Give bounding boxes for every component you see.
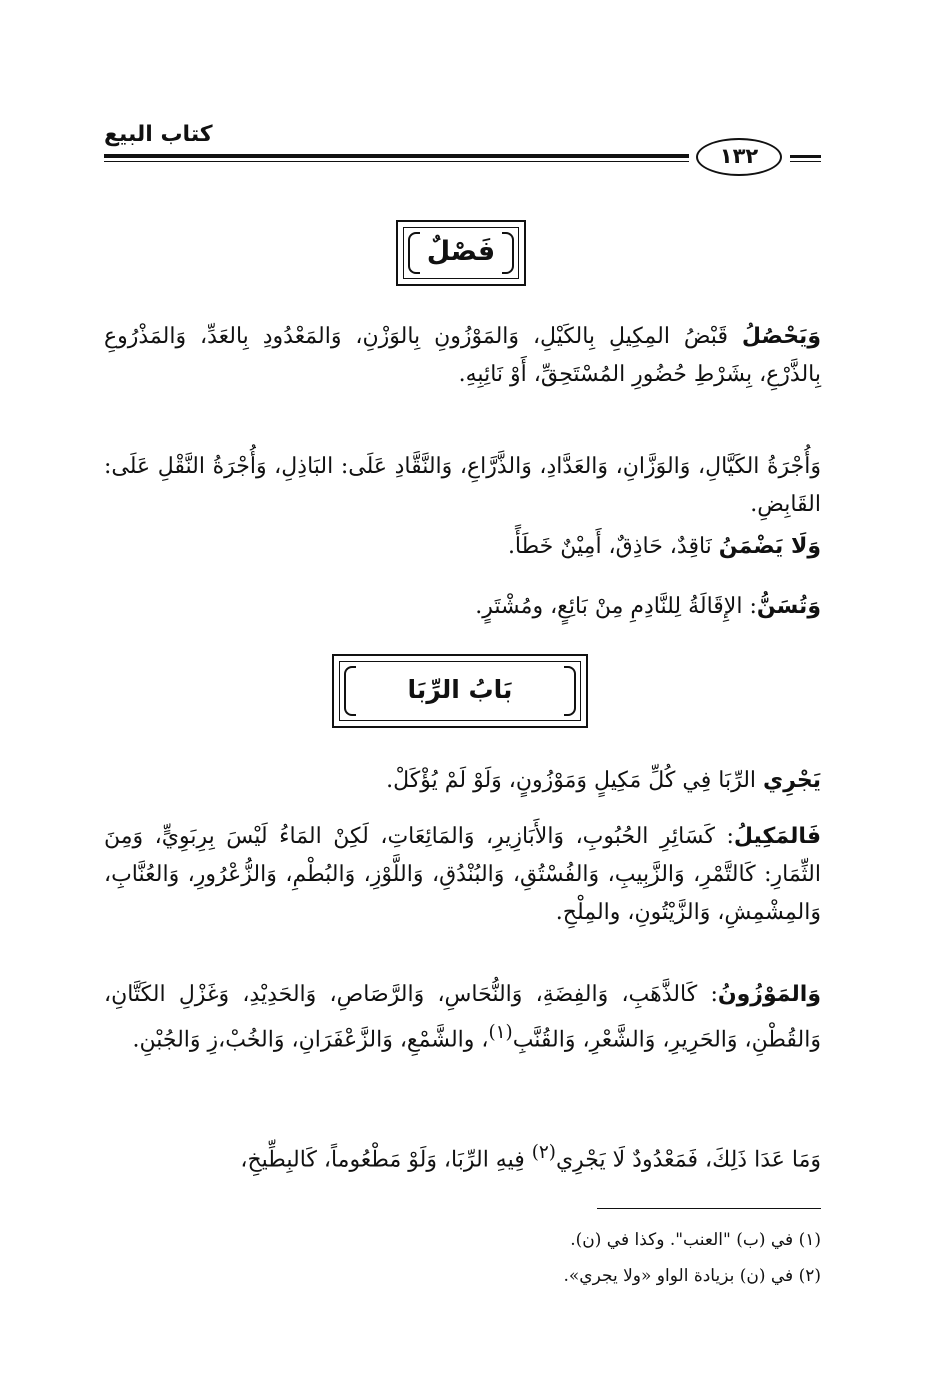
- book-title: كتاب البيع: [104, 122, 213, 147]
- lead-word: وَتُسَنُّ: [756, 594, 821, 619]
- lead-word: وَالمَوْزُونُ: [717, 982, 821, 1007]
- paragraph-text: نَاقِدٌ، حَاذِقٌ، أَمِيْنٌ خَطَأً.: [507, 534, 719, 559]
- lead-word: يَجْرِي: [763, 768, 821, 793]
- bab-heading: بَابُ الرِّبَا: [407, 675, 513, 704]
- paragraph-iqala: [104, 588, 821, 626]
- footnote-ref[interactable]: (١): [488, 1022, 513, 1043]
- paragraph-ujra: [104, 448, 821, 524]
- paragraph-text: الرِّبَا فِي كُلِّ مَكِيلٍ وَمَوْزُونٍ، وَلَوْ لَمْ يُؤْكَلْ.: [386, 768, 764, 793]
- header-dash: [790, 155, 821, 158]
- fasl-heading: فَصْلٌ: [426, 236, 496, 267]
- paragraph-text: فِيهِ الرِّبَا، وَلَوْ مَطْعُوماً، كَالبِطِّيخِ،: [240, 1147, 532, 1173]
- paragraph-makil: [104, 818, 821, 932]
- paragraph-text: قَبْضُ المِكِيلِ بِالكَيْلِ، وَالمَوْزُونِ بِالوَزْنِ، وَالمَعْدُودِ بِالعَدِّ، وَالمَذْرُوعِ بِالذَّرْعِ، بِشَرْطِ حُضُورِ المُسْتَحِقِّ، أَوْ نَائِبِهِ.: [104, 324, 821, 387]
- fasl-heading-frame: [396, 220, 526, 286]
- paragraph-daman: [104, 528, 821, 566]
- paragraph-mawzun: [104, 976, 821, 1059]
- paragraph-text: وَمَا عَدَا ذَلِكَ، فَمَعْدُودٌ لَا يَجْرِي: [555, 1147, 821, 1173]
- paragraph-riba: [104, 762, 821, 800]
- footnote-separator: [597, 1208, 821, 1209]
- page-number: ١٣٢: [696, 138, 782, 176]
- paragraph-text: وَأُجْرَةُ الكَيَّالِ، وَالوَزَّانِ، وَالعَدَّادِ، وَالذَّرَّاعِ، وَالنَّقَّادِ عَلَى: البَاذِلِ، وَأُجْرَةُ النَّقْلِ عَلَى: القَابِضِ.: [104, 454, 821, 517]
- paragraph-qabd: [104, 318, 821, 394]
- paragraph-madud: [104, 1134, 821, 1179]
- paragraph-text: : كَالذَّهَبِ، وَالفِضَةِ، وَالنُّحَاسِ، وَالرَّصَاصِ، وَالحَدِيْدِ، وَغَزْلِ الكَتَّانِ، وَالقُطْنِ، وَالحَرِيرِ، وَالشَّعْرِ، وَالقُنَّبِ: [104, 982, 821, 1053]
- footnote-1: (١) في (ب) "العنب". وكذا في (ن).: [570, 1230, 821, 1250]
- lead-word: وَيَحْصُلُ: [741, 324, 821, 349]
- running-header: [104, 122, 821, 192]
- header-dash-thin: [790, 161, 821, 162]
- header-rule-thin: [104, 161, 689, 162]
- lead-word: فَالمَكِيلُ: [733, 824, 821, 849]
- paragraph-text: ، والشَّمْعِ، وَالزَّعْفَرَانِ، وَالخُبْ،زِ وَالجُبْنِ.: [132, 1027, 489, 1053]
- footnote-ref[interactable]: (٢): [531, 1142, 556, 1163]
- paragraph-text: : الإِقَالَةُ لِلنَّادِمِ مِنْ بَائِعٍ، ومُشْتَرٍ.: [475, 594, 757, 619]
- bab-heading-frame: [332, 654, 588, 728]
- paragraph-text: : كَسَائِرِ الحُبُوبِ، وَالأَبَازِيرِ، وَالمَائِعَاتِ، لَكِنْ المَاءُ لَيْسَ بِرِبَوِيٍّ، وَمِنَ الثِّمَارِ: كَالتَّمْرِ، وَالزَّبِيبِ، وَالفُسْتُقِ، وَالبُنْدُقِ، وَاللَّوْزِ، وَالبُطْمِ، وَالزُّعْرُورِ، وَالعُنَّابِ، وَالمِشْمِشِ، وَالزَّيْتُونِ، والمِلْحِ.: [104, 824, 821, 925]
- footnote-2: (٢) في (ن) بزيادة الواو «ولا يجري».: [563, 1266, 821, 1286]
- header-rule: [104, 154, 689, 158]
- lead-word: وَلَا يَضْمَنُ: [718, 534, 821, 559]
